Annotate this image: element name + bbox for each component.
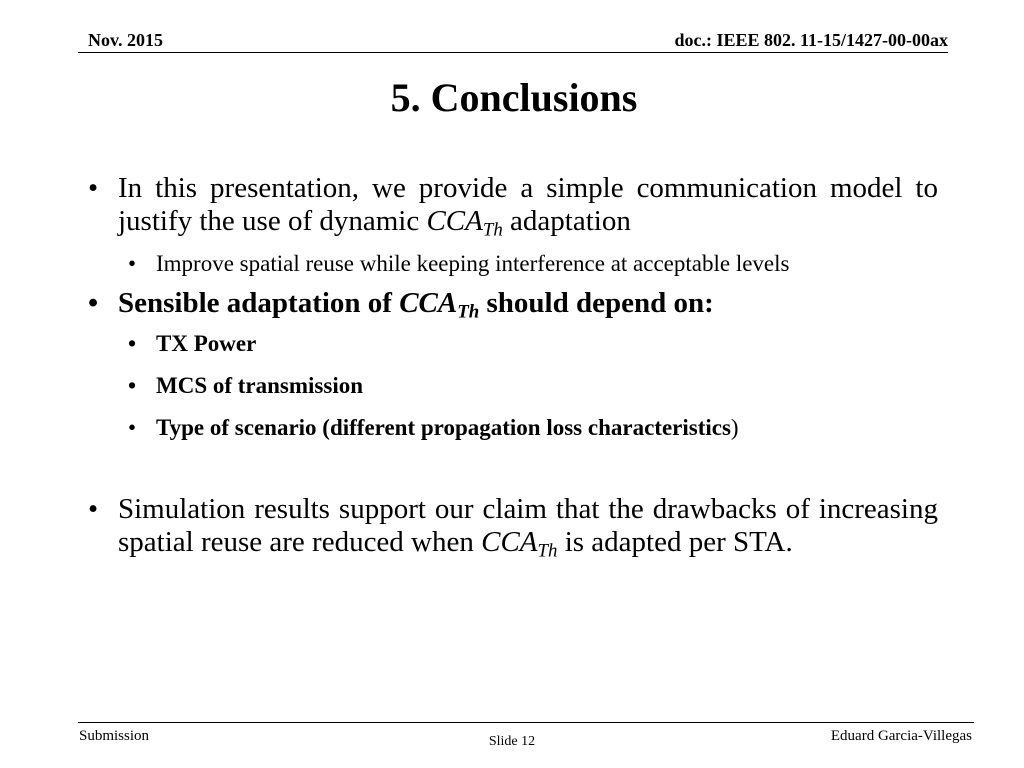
slide-number: Slide 12 [488, 734, 536, 749]
slide-title: 5. Conclusions [390, 75, 638, 120]
subbullet-text: MCS of transmission [156, 373, 364, 398]
bullet-dot: • [88, 493, 99, 525]
footer-author: Eduard Garcia-Villegas [830, 728, 972, 744]
bullet-dot: • [128, 415, 137, 440]
subbullet-text: Type of scenario (different propagation loss characteristics [156, 415, 731, 440]
header-doc-id: doc.: IEEE 802. 11-15/1427-00-00ax [674, 30, 948, 50]
subbullet-text: Improve spatial reuse while keeping interference at acceptable levels [156, 251, 790, 276]
cca-term: CCA [481, 526, 538, 558]
bullet-dot: • [128, 251, 137, 276]
subbullet-close-paren: ) [730, 415, 739, 440]
bullet-dot: • [88, 287, 99, 319]
subbullet-spatial-reuse [88, 250, 938, 277]
bullet-text-tail: is adapted per STA. [557, 526, 793, 558]
cca-term: CCA [399, 287, 458, 319]
bullet-text: Sensible adaptation of [118, 287, 400, 319]
bullet-text-tail: should depend on: [479, 287, 714, 319]
cca-subscript: Th [482, 219, 503, 241]
cca-subscript: Th [537, 540, 558, 562]
cca-term: CCA [426, 205, 483, 237]
footer-submission: Submission [79, 728, 150, 744]
subbullet-scenario [88, 414, 938, 441]
bullet-simulation-results [88, 493, 938, 562]
slide-content [88, 172, 938, 562]
bullet-dot: • [128, 373, 137, 398]
subbullet-text: TX Power [156, 331, 257, 356]
bullet-text: Simulation results support our claim that the drawbacks of increasing spatial reuse are reduced when [118, 493, 938, 558]
bullet-dot: • [128, 331, 137, 356]
cca-subscript: Th [457, 301, 480, 323]
bullet-sensible-adaptation [88, 287, 938, 323]
header-date: Nov. 2015 [88, 30, 164, 50]
bullet-dot: • [88, 172, 99, 204]
footer-divider [78, 722, 974, 723]
bullet-text-tail: adaptation [502, 205, 631, 237]
bullet-presentation [88, 172, 938, 241]
bullet-text: In this presentation, we provide a simple communication model to justify the use of dynamic [118, 172, 938, 237]
subbullet-tx-power [88, 330, 938, 357]
header-divider [78, 52, 948, 53]
subbullet-mcs [88, 372, 938, 399]
